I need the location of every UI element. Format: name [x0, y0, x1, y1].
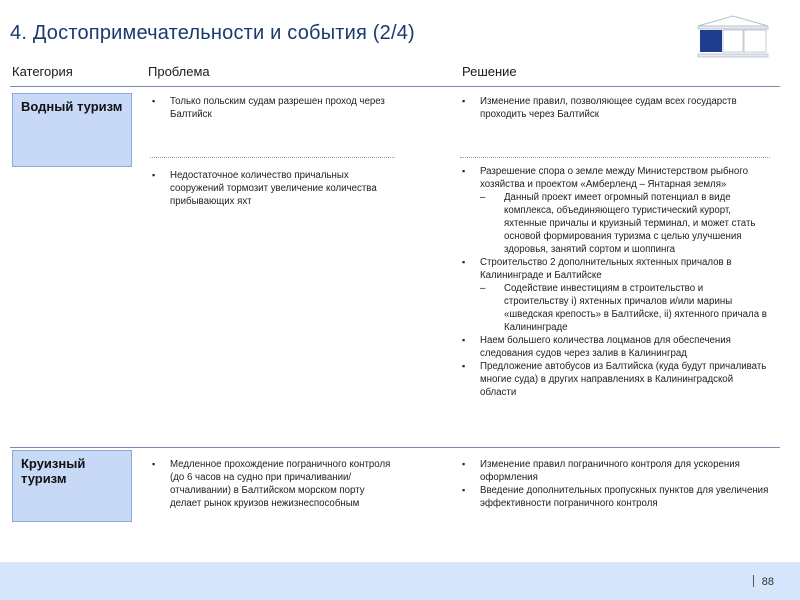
category-cruise-tourism: Круизный туризм [12, 450, 132, 522]
page-title: 4. Достопримечательности и события (2/4) [10, 22, 415, 44]
list-subitem: – Содействие инвестициям в строительство и строительству i) яхтенных причалов и/или марины «шведская крепость» в Балтийске, ii) яхтенного причала в Калининграде [460, 282, 770, 334]
category-water-tourism: Водный туризм [12, 93, 132, 167]
row-divider [460, 157, 770, 158]
list-item: ▪ Наем большего количества лоцманов для обеспечения следования судов через залив в Калининград [460, 334, 770, 360]
row-divider [150, 157, 395, 158]
solution-cell-water-2 [460, 165, 770, 399]
solution-cell-cruise [460, 458, 770, 510]
list-item: ▪ Недостаточное количество причальных сооружений тормозит увеличение количества прибывающих яхт [150, 169, 390, 208]
list-item: ▪ Изменение правил, позволяющее судам всех государств проходить через Балтийск [460, 95, 770, 121]
list-item: ▪ Разрешение спора о земле между Министерством рыбного хозяйства и проектом «Амберленд – Янтарная земля» [460, 165, 770, 191]
list-item: ▪ Введение дополнительных пропускных пунктов для увеличения эффективности пограничного контроля [460, 484, 770, 510]
list-item: ▪ Изменение правил пограничного контроля для ускорения оформления [460, 458, 770, 484]
list-item: ▪ Медленное прохождение пограничного контроля (до 6 часов на судно при причаливании/отчаливании) в Балтийском морском порту делает рынок круизов нежизнеспособным [150, 458, 395, 510]
section-divider [10, 447, 780, 448]
header-problem: Проблема [148, 64, 210, 79]
building-logo-icon [696, 14, 770, 60]
solution-cell-water-1 [460, 95, 770, 121]
footer-bar [0, 562, 800, 600]
list-item: ▪ Строительство 2 дополнительных яхтенных причалов в Калининграде и Балтийске [460, 256, 770, 282]
problem-cell-water-2 [150, 169, 390, 208]
list-item: ▪ Предложение автобусов из Балтийска (куда будут причаливать многие суда) в других направлениях в Калининградской области [460, 360, 770, 399]
list-item: ▪ Только польским судам разрешен проход через Балтийск [150, 95, 395, 121]
problem-cell-water-1 [150, 95, 395, 121]
header-divider [10, 86, 780, 87]
problem-cell-cruise [150, 458, 395, 510]
page-number-text: 88 [761, 576, 774, 588]
list-subitem: – Данный проект имеет огромный потенциал в виде комплекса, объединяющего туристический курорт, яхтенные причалы и круизный терминал, и может стать основой формирования туризма с целью улучшения здоровья, занятий сортом и шоппинга [460, 191, 770, 256]
page-number [753, 575, 774, 588]
header-category: Категория [12, 64, 73, 79]
header-solution: Решение [462, 64, 517, 79]
